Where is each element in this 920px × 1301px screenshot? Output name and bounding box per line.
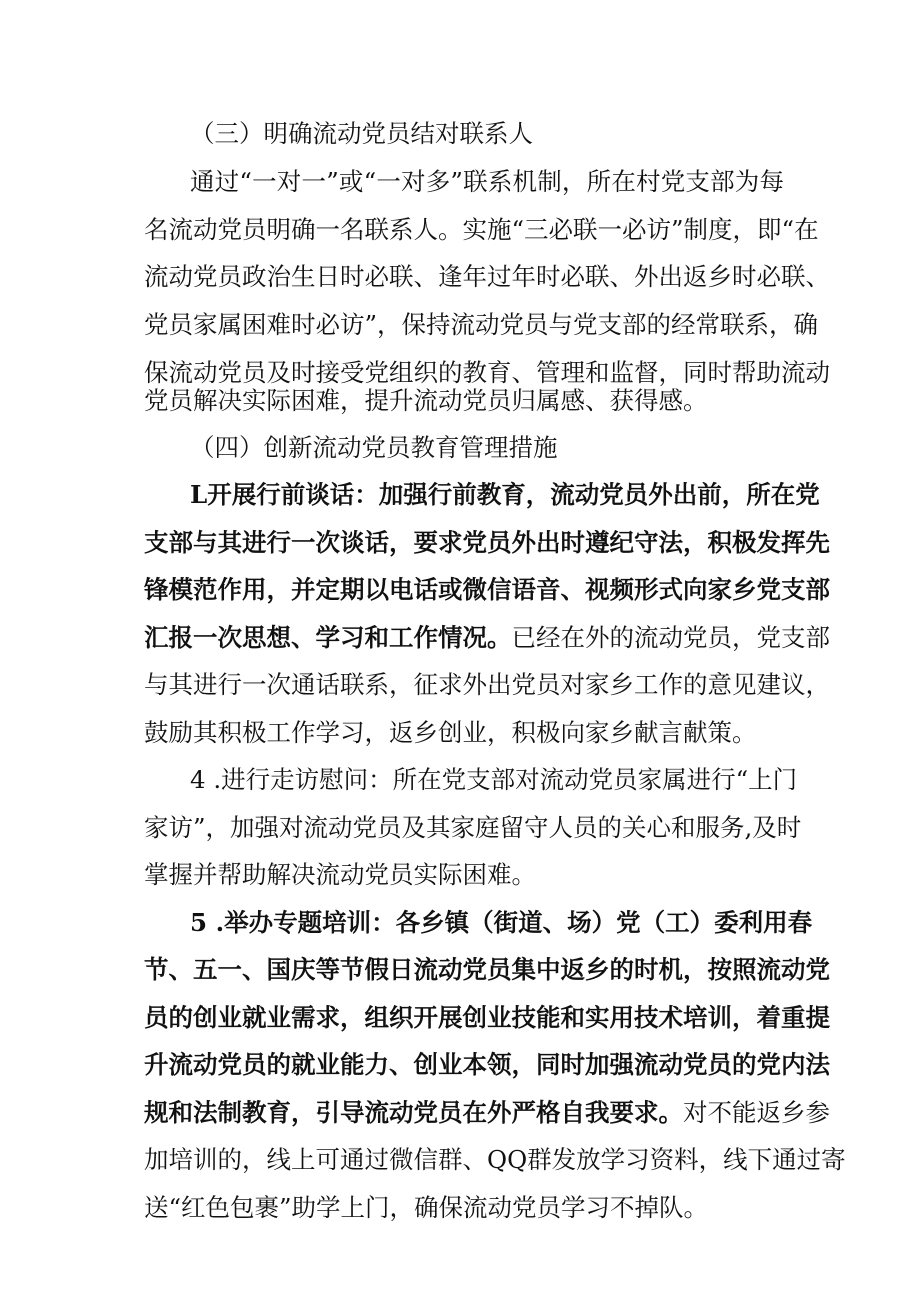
paragraph-2-line: 与其进行一次通话联系，征求外出党员对家乡工作的意见建议， bbox=[144, 670, 830, 699]
paragraph-2-line: 支部与其进行一次谈话，要求党员外出时遵纪守法，积极发挥先 bbox=[144, 528, 830, 557]
section-heading-4: （四）创新流动党员教育管理措施 bbox=[190, 433, 558, 462]
paragraph-1-line: 通过“一对一”或“一对多”联系机制，所在村党支部为每 bbox=[190, 167, 784, 196]
paragraph-4-mixed-line bbox=[144, 1093, 830, 1133]
paragraph-2-mixed-line bbox=[144, 618, 830, 658]
normal-segment: 已经在外的流动党员，党支部 bbox=[511, 623, 830, 652]
paragraph-3-line: 4 .进行走访慰问：所在党支部对流动党员家属进行“上门 bbox=[190, 765, 798, 794]
paragraph-1-line: 党员家属困难时必访”，保持流动党员与党支部的经常联系，确 bbox=[144, 310, 819, 339]
paragraph-4-line: 升流动党员的就业能力、创业本领，同时加强流动党员的党内法 bbox=[144, 1050, 830, 1079]
paragraph-4-line: 节、五一、国庆等节假日流动党员集中返乡的时机，按照流动党 bbox=[144, 955, 830, 984]
paragraph-1-line: 保流动党员及时接受党组织的教育、管理和监督，同时帮助流动 bbox=[144, 358, 830, 387]
paragraph-2-line: 鼓励其积极工作学习，返乡创业，积极向家乡献言献策。 bbox=[144, 718, 757, 747]
paragraph-2-line: L开展行前谈话：加强行前教育，流动党员外出前，所在党 bbox=[190, 480, 820, 509]
paragraph-3-line: 家访”，加强对流动党员及其家庭留守人员的关心和服务,及时 bbox=[144, 813, 802, 842]
section-heading-3: （三）明确流动党员结对联系人 bbox=[190, 119, 533, 148]
paragraph-1-line: 名流动党员明确一名联系人。实施“三必联一必访”制度，即“在 bbox=[144, 215, 819, 244]
paragraph-3-line: 掌握并帮助解决流动党员实际困难。 bbox=[144, 860, 536, 889]
bold-segment: 规和法制教育，引导流动党员在外严格自我要求。 bbox=[144, 1098, 683, 1127]
paragraph-4-line: 加培训的，线上可通过微信群、QQ群发放学习资料，线下通过寄 bbox=[144, 1145, 846, 1174]
paragraph-1-line: 流动党员政治生日时必联、逢年过年时必联、外出返乡时必联、 bbox=[144, 262, 830, 291]
paragraph-4-line: 员的创业就业需求，组织开展创业技能和实用技术培训，着重提 bbox=[144, 1003, 830, 1032]
bold-segment: 汇报一次思想、学习和工作情况。 bbox=[144, 623, 512, 652]
paragraph-4-line: 5 .举办专题培训：各乡镇（街道、场）党（工）委利用春 bbox=[190, 908, 813, 937]
normal-segment: 对不能返乡参 bbox=[683, 1098, 830, 1127]
paragraph-4-line: 送“红色包裹”助学上门，确保流动党员学习不掉队。 bbox=[144, 1193, 709, 1222]
paragraph-2-line: 锋模范作用，并定期以电话或微信语音、视频形式向家乡党支部 bbox=[144, 575, 830, 604]
paragraph-1-line: 党员解决实际困难，提升流动党员归属感、获得感。 bbox=[144, 386, 708, 415]
